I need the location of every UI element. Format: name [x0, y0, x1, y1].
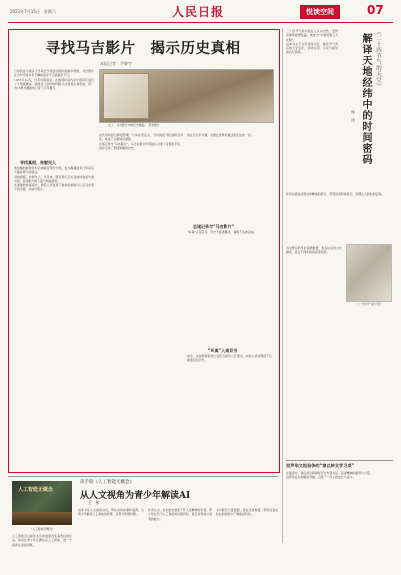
side-book-cover — [346, 244, 392, 302]
lead-col-3 — [187, 133, 272, 219]
side-paragraph: 这部作品以细腻的笔触，记录了一代人的成长与奋斗。 — [286, 475, 356, 480]
side-author: 林 沛 — [351, 110, 356, 122]
section-label: 悦读空间 — [300, 5, 340, 19]
lead-col-3-lower — [187, 354, 272, 464]
bottom-book-title: 人工智能无概念 — [18, 487, 54, 493]
lead-paragraph: 如今，这批影像资料已在纪念馆中公开展出，向世人讲述那段不应被遗忘的历史。 — [187, 354, 272, 363]
masthead-date: 2023年7月15日 星期六 — [10, 9, 56, 14]
bottom-rule — [8, 476, 278, 477]
lead-paragraph: 忠诚记录与“马吉影片”。马吉在影片中用镜头对准了受害的平民，真实记录了那段惨痛的历史。 — [99, 141, 183, 150]
lead-col-1 — [14, 69, 94, 153]
lead-byline: 本报记者 尹晓宇 — [100, 61, 132, 66]
side-text-top — [286, 29, 338, 189]
bottom-col-1 — [12, 534, 72, 570]
bottom-col-3 — [148, 508, 212, 570]
lead-paragraph: 1937年12月，日军攻陷南京，在数周时间内对中国军民进行了大规模屠杀。美国圣公会牧师约翰·马吉冒着生命危险，用一台16毫米摄影机记录下日军暴行。 — [14, 77, 94, 91]
lead-paragraph: 在美国的档案馆中，研究人员发现了数卷原始胶片以及马吉留下的手稿、书信与照片。 — [14, 183, 94, 192]
side-book-caption: 《二十四节气的天空》 — [355, 302, 383, 306]
side-paragraph: 这本书从天文学角度出发，解读节气背后的天空变化，讲述太阳、月亮与星辰的运行规律。 — [286, 41, 338, 55]
bottom-col-4 — [216, 508, 278, 570]
side-paragraph: 二十四节气是中国古人认识自然、安排农事的智慧结晶，被誉为“中国的第五大发明”。 — [286, 29, 338, 42]
bottom-headline: 从人文视角为青少年解读AI — [80, 491, 191, 501]
lead-headline: 寻找马吉影片 揭示历史真相 — [45, 40, 241, 57]
page-number: 07 — [367, 3, 384, 17]
side-divider — [282, 28, 283, 543]
bottom-kicker: 读手册《人工智能无概念》 — [80, 480, 134, 485]
side-paragraph: 作者以通俗的语言和精美的图片，带领读者仰望星空，读懂古人的时间密码。 — [286, 192, 385, 196]
bottom-author: 王 彬 — [88, 500, 100, 505]
paper-name: 人民日报 — [172, 5, 225, 19]
lead-paragraph: 这些资料经过修复整理，与幸存者证言、当时的报刊报道相互印证，构成了完整的证据链。 — [99, 133, 183, 142]
lead-col-2 — [99, 133, 183, 464]
side-vertical-title: 《二十四节气的天空》 — [375, 29, 381, 89]
lead-paragraph: 日前我在与南京大学某史学项目的团队接触中得知，马吉影片在中外学者多年不懈的追寻下已经重见天日。 — [14, 69, 94, 78]
lead-paragraph: “叫真”入南京书。历史不能被篡改，真相不容被歪曲。 — [187, 230, 257, 234]
lead-photo-caption: 左上：马吉影片中的历史画面。 资料图片 — [108, 123, 160, 127]
bottom-book-band — [12, 512, 72, 525]
bottom-paragraph: 人工智能正以前所未有的速度改变着我们的生活。如何让青少年正确认识人工智能，是一个值得关注的问题。 — [12, 534, 72, 547]
lead-subhead-3: “叫真”入南京书 — [208, 348, 238, 353]
bottom-paragraph: 书中配有大量插图，语言浅显易懂，帮助读者在轻松的阅读中了解前沿科技。 — [216, 508, 278, 517]
side-paragraph: 书中既有科学的观测数据，也有诗意的文化解读，适合不同年龄的读者阅读。 — [286, 246, 342, 255]
lead-paragraph: 寻找真相，告慰先人。多年来，研究者们走访各地档案馆与图书馆，追寻影片的下落与原始拷贝。 — [14, 174, 94, 183]
side-text-mid — [286, 192, 393, 244]
side-bottom-headline: 说声华文视奋争的“难以转支学习项” — [286, 463, 355, 468]
lead-subhead-2: 忠诚记录与“马吉影片” — [193, 224, 235, 229]
lead-subhead-1: 寻找真相，告慰先人 — [20, 160, 56, 165]
bottom-paragraph: 这本书从人文视角出发，用生动的故事和案例，为青少年解读人工智能的原理、应用与伦理问题。 — [78, 508, 144, 517]
lead-col-3-mid — [187, 230, 272, 340]
side-text-bottom — [286, 471, 393, 567]
side-vertical-headline: 解译天地经纬中的时间密码 — [360, 33, 371, 165]
masthead-rule — [8, 22, 393, 23]
side-text-lower — [286, 246, 342, 456]
lead-paragraph: 他拍摄的影像资料后被秘密带出中国，成为揭露侵华日军南京大屠杀罪行的铁证。 — [14, 166, 94, 175]
side-paragraph: 在阅读中，我们得以跨越时空与先贤对话，获得精神的滋养与力量。 — [286, 471, 373, 475]
bottom-paragraph: 作者认为，技术的发展离不开人文精神的引领，青少年在学习人工智能知识的同时，更应培养独立思考的能力。 — [148, 508, 212, 521]
side-rule — [286, 460, 393, 461]
masthead — [0, 0, 401, 22]
bottom-book-caption: 《人工智能无概念》 — [29, 527, 55, 531]
lead-col-1-lower — [14, 166, 94, 464]
lead-paragraph: 他在日记中写道，必须让世界知道这里发生的一切。 — [187, 133, 254, 137]
lead-photo-inset — [103, 73, 149, 119]
bottom-col-2 — [78, 508, 144, 570]
